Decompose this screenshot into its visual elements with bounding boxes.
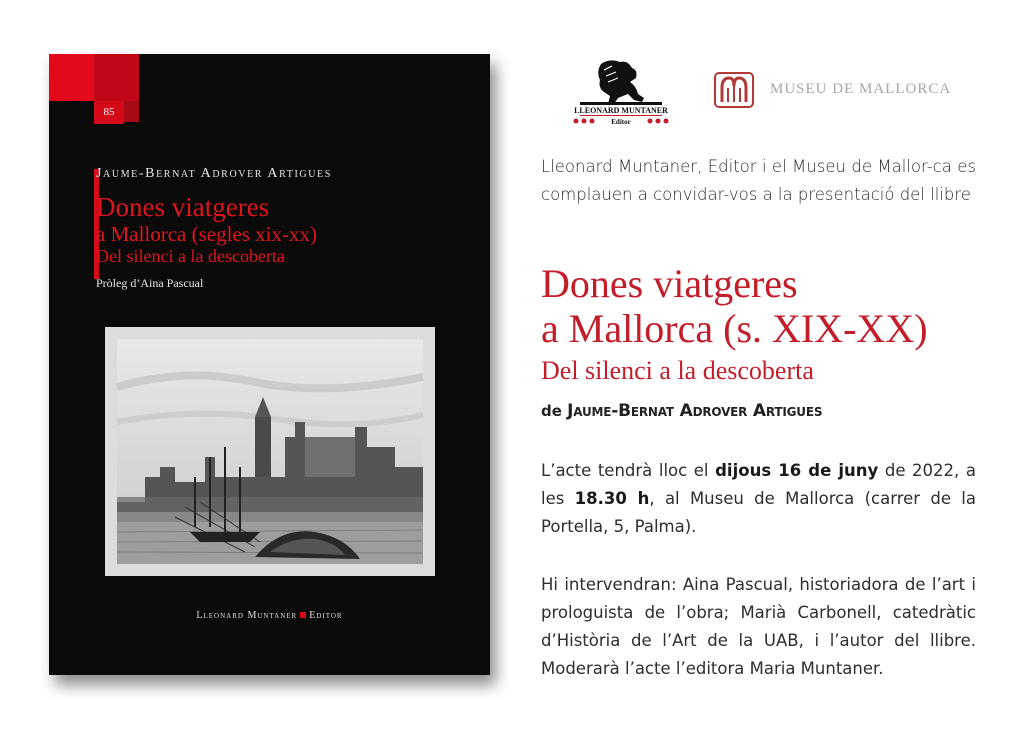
cover-prologue: Pròleg d’Aina Pascual (96, 276, 204, 290)
book-cover (49, 54, 490, 675)
publisher-logo-name: LLEONARD MUNTANER (574, 106, 668, 115)
series-number: 85 (94, 101, 124, 124)
event-subtitle: Del silenci a la descoberta (541, 356, 814, 385)
publisher-logo (566, 58, 676, 126)
event-details-text: L’acte tendrà lloc el (541, 461, 716, 480)
event-title-line2: a Mallorca (s. XIX-XX) (541, 306, 928, 351)
cover-publisher-name: Lleonard Muntaner (196, 610, 298, 621)
cover-title-line2: a Mallorca (segles xix-xx) (96, 222, 318, 246)
event-details (541, 457, 976, 541)
cover-publisher-sub: Editor (309, 610, 343, 621)
event-details-text: de 2022, a les (541, 461, 976, 508)
cover-publisher (49, 610, 490, 621)
cover-author: Jaume-Bernat Adrover Artigues (96, 166, 332, 181)
invitation-intro: Lleonard Muntaner, Editor i el Museu de Mallor-ca es complauen a convidar-vos a la presentació del llibre (541, 157, 976, 204)
cover-subtitle: Del silenci a la descoberta (96, 246, 285, 266)
event-author-name: Jaume-Bernat Adrover Artigues (567, 401, 823, 421)
event-details-text: , al Museu de Mallorca (carrer de la Portella, 5, Palma). (541, 489, 976, 536)
event-title-line1: Dones viatgeres (541, 261, 798, 306)
cover-red-block (49, 54, 94, 101)
event-time: 18.30 h (574, 489, 650, 508)
museum-logo-text: MUSEU DE MALLORCA (770, 81, 952, 97)
cover-red-block (94, 54, 139, 101)
event-speakers: Hi intervendran: Aina Pascual, historiadora de l’art i prologuista de l’obra; Marià Carbonell, catedràtic d’Història de l’Art de la UAB, i l’autor del llibre. Moderarà l’acte l’editora Maria Muntaner. (541, 575, 976, 678)
event-date: dijous 16 de juny (715, 461, 879, 480)
event-author-prefix: de (541, 402, 562, 420)
event-author (541, 401, 822, 421)
cover-engraving-image (105, 327, 435, 576)
cover-title-line1: Dones viatgeres (96, 192, 270, 222)
publisher-logo-sub: Editor (611, 118, 631, 126)
cover-publisher-separator (300, 612, 306, 618)
museum-logo-icon (714, 72, 754, 108)
